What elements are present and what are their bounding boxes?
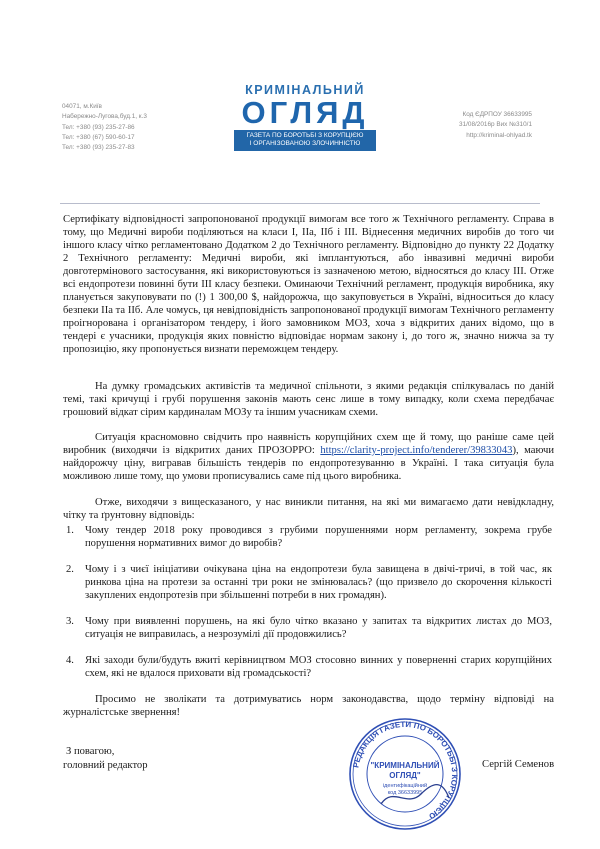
stamp-ring-text: РЕДАКЦІЯ ГАЗЕТИ ПО БОРОТЬБІ З КОРУПЦІЄЮ xyxy=(351,719,460,821)
question-number: 2. xyxy=(66,564,74,575)
stamp-center-line: "КРИМІНАЛЬНИЙ xyxy=(370,761,440,770)
sender-address xyxy=(62,102,147,153)
prozorro-link[interactable]: https://clarity-project.info/tenderer/39833043 xyxy=(320,445,513,456)
question-item xyxy=(66,563,552,603)
newspaper-logo xyxy=(234,84,376,151)
paragraph-activists: На думку громадських активістів та медичної спільноти, з якими редакція спілкувалась по даній темі, такі кричущі і грубі порушення законів мають сенс лише в тому випадку, коли схема передбачає грошовий відкат сірим кардиналам МОЗу та іншим учасникам схеми. xyxy=(63,381,554,418)
question-item xyxy=(66,654,552,680)
website-url: http://kriminal-ohlyad.tk xyxy=(466,131,532,139)
question-text: Чому при виявленні порушень, на які було чітко вказано у запитах та відкритих листах до МОЗ, ситуація не виправилась, а незрозумілі дії продовжились? xyxy=(85,616,552,641)
logo-tagline-line: ГАЗЕТА ПО БОРОТЬБІ З КОРУПЦІЄЮ xyxy=(246,132,364,139)
paragraph-questions-intro: Отже, виходячи з вищесказаного, у нас виникли питання, на які ми вимагаємо дати невідкладну, чітку та ґрунтовну відповідь: xyxy=(63,497,554,521)
outgoing-number: 31/08/2016р Вих №310/1 xyxy=(459,121,532,129)
question-item xyxy=(66,524,552,550)
logo-tagline xyxy=(234,130,376,151)
address-line: 04071, м.Київ xyxy=(62,103,102,110)
question-number: 1. xyxy=(66,525,74,536)
phone-line: Тел: +380 (93) 235-27-86 xyxy=(62,123,135,131)
stamp-center-line: ідентифікаційний xyxy=(382,783,428,789)
paragraph-situation xyxy=(63,431,554,483)
signature-block xyxy=(63,745,148,772)
paragraph-regulation: Сертифікату відповідності запропонованої продукції вимогам все того ж Технічного регламенту. Справа в тому, що Медичні вироби поділяються на класи І, ІІа, ІІб і ІІІ. Віднесення медичних виробів до того чи іншого класу чітко регламентовано Додатком 2 до Технічного регламенту. Відповідно до пункту 22 Додатку 2 Технічного регламенту: Медичні вироби, які імплантуються, або інвазивні медичні вироби довготермінового застосування, які використовуються із зазначеною метою, відносяться до класу ІІІ. Отже всі ендопротези повинні бути ІІІ класу безпеки. Оминаючи Технічний регламент, продукція виробника, яку планується закуповувати по (!) 1 300,00 $, найдорожча, що закуповується в Україні, відноситься до класу безпеки ІІа та ІІб. Але чомусь, ця невідповідність запропонованої продукції вимогам Технічного регламенту проігнорована і організатором тендеру, і його замовником МОЗ, хоча з відкритих даних відомо, що в тендері є учасники, продукція яких повністю відповідає нормам закону і, до того ж, значно нижча за ту пропозицію, яку пропонується визнати переможцем тендеру. xyxy=(63,214,554,355)
phone-line: Тел: +380 (67) 590-60-17 xyxy=(62,133,135,141)
regards-text: З повагою, xyxy=(66,746,115,757)
paragraph-closing: Просимо не зволікати та дотримуватись норм законодавства, щодо терміну відповіді на журналістське звернення! xyxy=(63,694,554,718)
paragraph-text: ), маючи найдорожчу ціну, вигравав більшість тендерів по ендопротезуванню в Україні. І така ситуація була можливою лише тому, що умови прописувались саме під цього виробника. xyxy=(63,445,554,482)
official-stamp xyxy=(347,716,463,832)
question-text: Чому і з чиєї ініціативи очікувана ціна на ендопротези була завищена в двічі-тричі, в той час, як ринкова ціна на протези за останні три роки не змінювалась? (що призвело до скорочення кількості закуплених ендопротезів при збільшенні потреби в них громадян). xyxy=(85,564,552,602)
logo-tagline-line: І ОРГАНІЗОВАНОЮ ЗЛОЧИННІСТЮ xyxy=(249,140,361,148)
question-number: 4. xyxy=(66,655,74,666)
logo-main-word: ОГЛЯД xyxy=(241,95,369,130)
paragraph-text: Ситуація красномовно свідчить про наявність корупційних схем ще й тому, що раніше саме цей виробник (виходячи із відкритих даних ПРОЗОРРО: xyxy=(63,432,554,456)
editor-position: головний редактор xyxy=(63,759,148,771)
logo-top-word: КРИМІНАЛЬНИЙ xyxy=(245,83,365,97)
editor-name: Сергій Семенов xyxy=(482,759,555,770)
question-text: Які заходи були/будуть вжиті керівництвом МОЗ стосовно винних у поверненні старих корупційних схем, які не вдалося приховати від громадськості? xyxy=(85,655,552,680)
document-meta xyxy=(459,110,532,141)
question-number: 3. xyxy=(66,616,74,627)
stamp-center-line: код 36633995 xyxy=(387,790,423,796)
address-line: Набережно-Лугова,буд.1, к.3 xyxy=(62,113,147,121)
question-item xyxy=(66,615,552,641)
question-text: Чому тендер 2018 року проводився з грубими порушеннями норм регламенту, зокрема грубе порушення нормативних вимог до виробів? xyxy=(85,525,552,550)
stamp-center-line: ОГЛЯД" xyxy=(389,771,421,780)
edrpou-code: Код ЄДРПОУ 36633995 xyxy=(462,111,532,118)
header-divider xyxy=(60,203,540,204)
phone-line: Тел: +380 (93) 235-27-83 xyxy=(62,144,135,152)
